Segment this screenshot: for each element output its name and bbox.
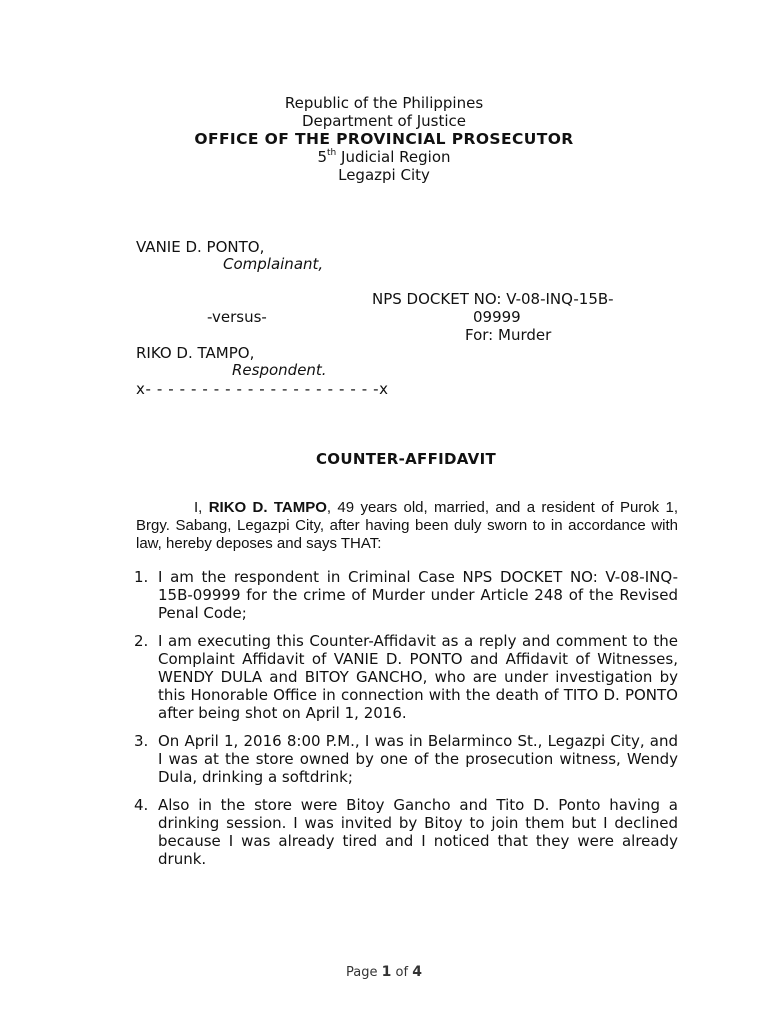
docket-number-line2: 09999 (473, 308, 521, 326)
list-item: 2. I am executing this Counter-Affidavit as a reply and comment to the Complaint Affidavit of VANIE D. PONTO and Affidavit of Witnesses, WENDY DULA and BITOY GANCHO, who are under investigation by this Honorable Office in connection with the death of TITO D. PONTO after being shot on April 1, 2016. (134, 632, 678, 722)
intro-rest: , 49 years old, married, and a resident of Purok 1, Brgy. Sabang, Legazpi City, after having been duly sworn to in accordance with law, hereby deposes and says THAT: (136, 499, 678, 552)
page-footer (0, 964, 768, 980)
complainant-name: VANIE D. PONTO, (136, 238, 265, 256)
docket-block (372, 290, 672, 344)
list-item: 1. I am the respondent in Criminal Case NPS DOCKET NO: V-08-INQ-15B-09999 for the crime of Murder under Article 248 of the Revised Penal Code; (134, 568, 678, 622)
header-region: 5th Judicial Region (317, 148, 451, 166)
docket-number-line1: NPS DOCKET NO: V-08-INQ-15B- (372, 290, 614, 308)
document-header (0, 94, 768, 184)
intro-lead: I, (194, 499, 203, 516)
page-total: 4 (412, 964, 422, 980)
document-title: COUNTER-AFFIDAVIT (316, 450, 496, 468)
header-republic: Republic of the Philippines (284, 94, 484, 112)
statement-list (134, 568, 678, 878)
header-department: Department of Justice (301, 112, 467, 130)
respondent-name: RIKO D. TAMPO, (136, 344, 255, 362)
complainant-role: Complainant, (223, 255, 324, 273)
page-number: 1 (381, 964, 392, 980)
page-word: Page (346, 965, 378, 980)
respondent-role: Respondent. (232, 361, 327, 379)
of-word: of (395, 965, 409, 980)
list-item: 3. On April 1, 2016 8:00 P.M., I was in Belarminco St., Legazpi City, and I was at the store owned by one of the prosecution witness, Wendy Dula, drinking a softdrink; (134, 732, 678, 786)
versus-label: -versus- (207, 308, 267, 326)
caption-separator: x- - - - - - - - - - - - - - - - - - - - -x (136, 380, 389, 398)
header-city: Legazpi City (338, 166, 430, 184)
docket-charge: For: Murder (465, 326, 552, 344)
list-item: 4. Also in the store were Bitoy Gancho and Tito D. Ponto having a drinking session. I was invited by Bitoy to join them but I declined because I was already tired and I noticed that they were already drunk. (134, 796, 678, 868)
header-office: OFFICE OF THE PROVINCIAL PROSECUTOR (194, 130, 574, 148)
intro-paragraph (136, 499, 678, 553)
affiant-name: RIKO D. TAMPO (208, 499, 327, 516)
